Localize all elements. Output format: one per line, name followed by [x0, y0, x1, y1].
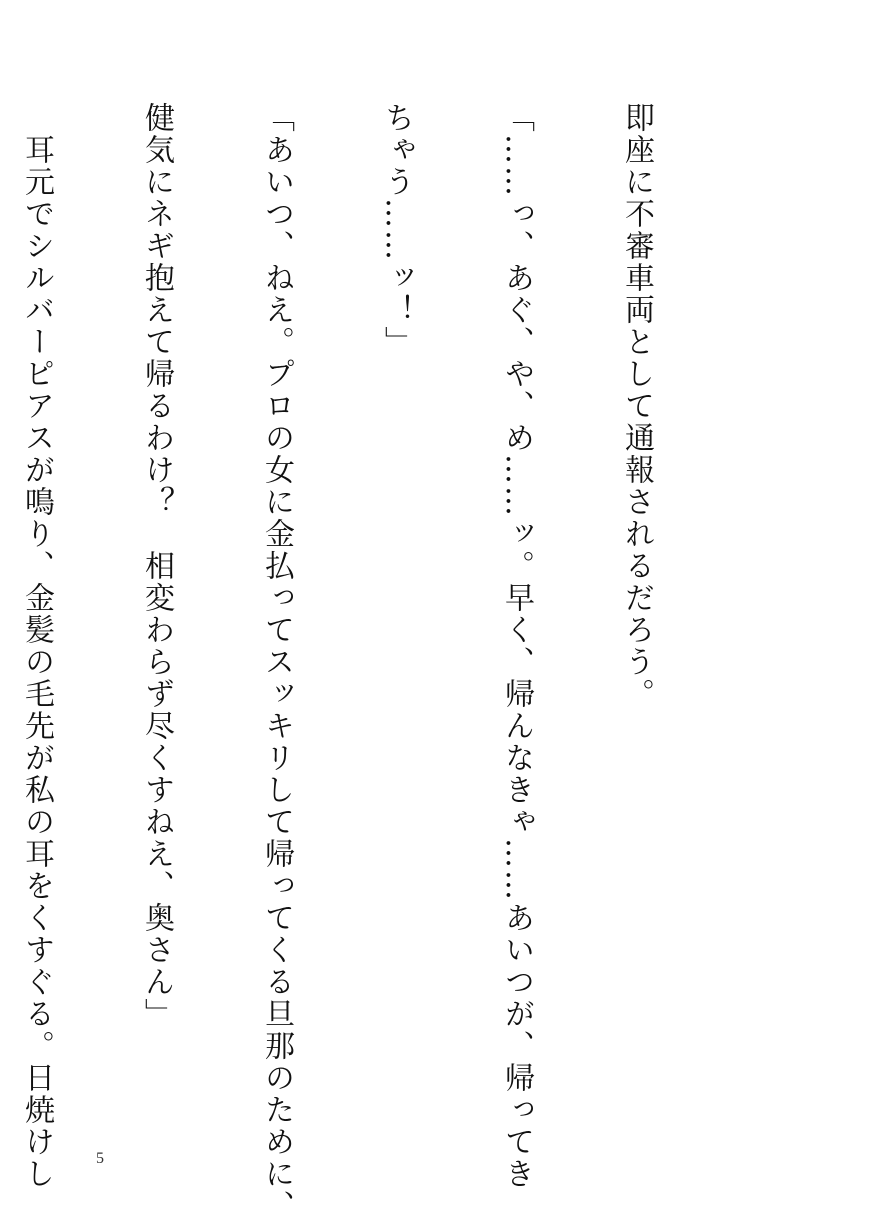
text-line-1: 即座に不審車両として通報されるだろう。	[619, 102, 654, 710]
text-line-6: 耳元でシルバーピアスが鳴り、金髪の毛先が私の耳をくすぐる。日焼けし	[19, 102, 54, 1190]
page-number: 5	[96, 1150, 104, 1167]
novel-body-text	[0, 102, 736, 1222]
text-line-5: 健気にネギ抱えて帰るわけ？ 相変わらず尽くすねえ、奥さん」	[139, 102, 174, 1030]
text-line-4: 「あいつ、ねえ。プロの女に金払ってスッキリして帰ってくる旦那のために、	[259, 102, 294, 1222]
text-line-3: ちゃう……ッ！」	[379, 102, 414, 358]
text-line-2: 「……っ、あぐ、や、め……ッ。早く、帰んなきゃ……あいつが、帰ってき	[499, 102, 534, 1190]
